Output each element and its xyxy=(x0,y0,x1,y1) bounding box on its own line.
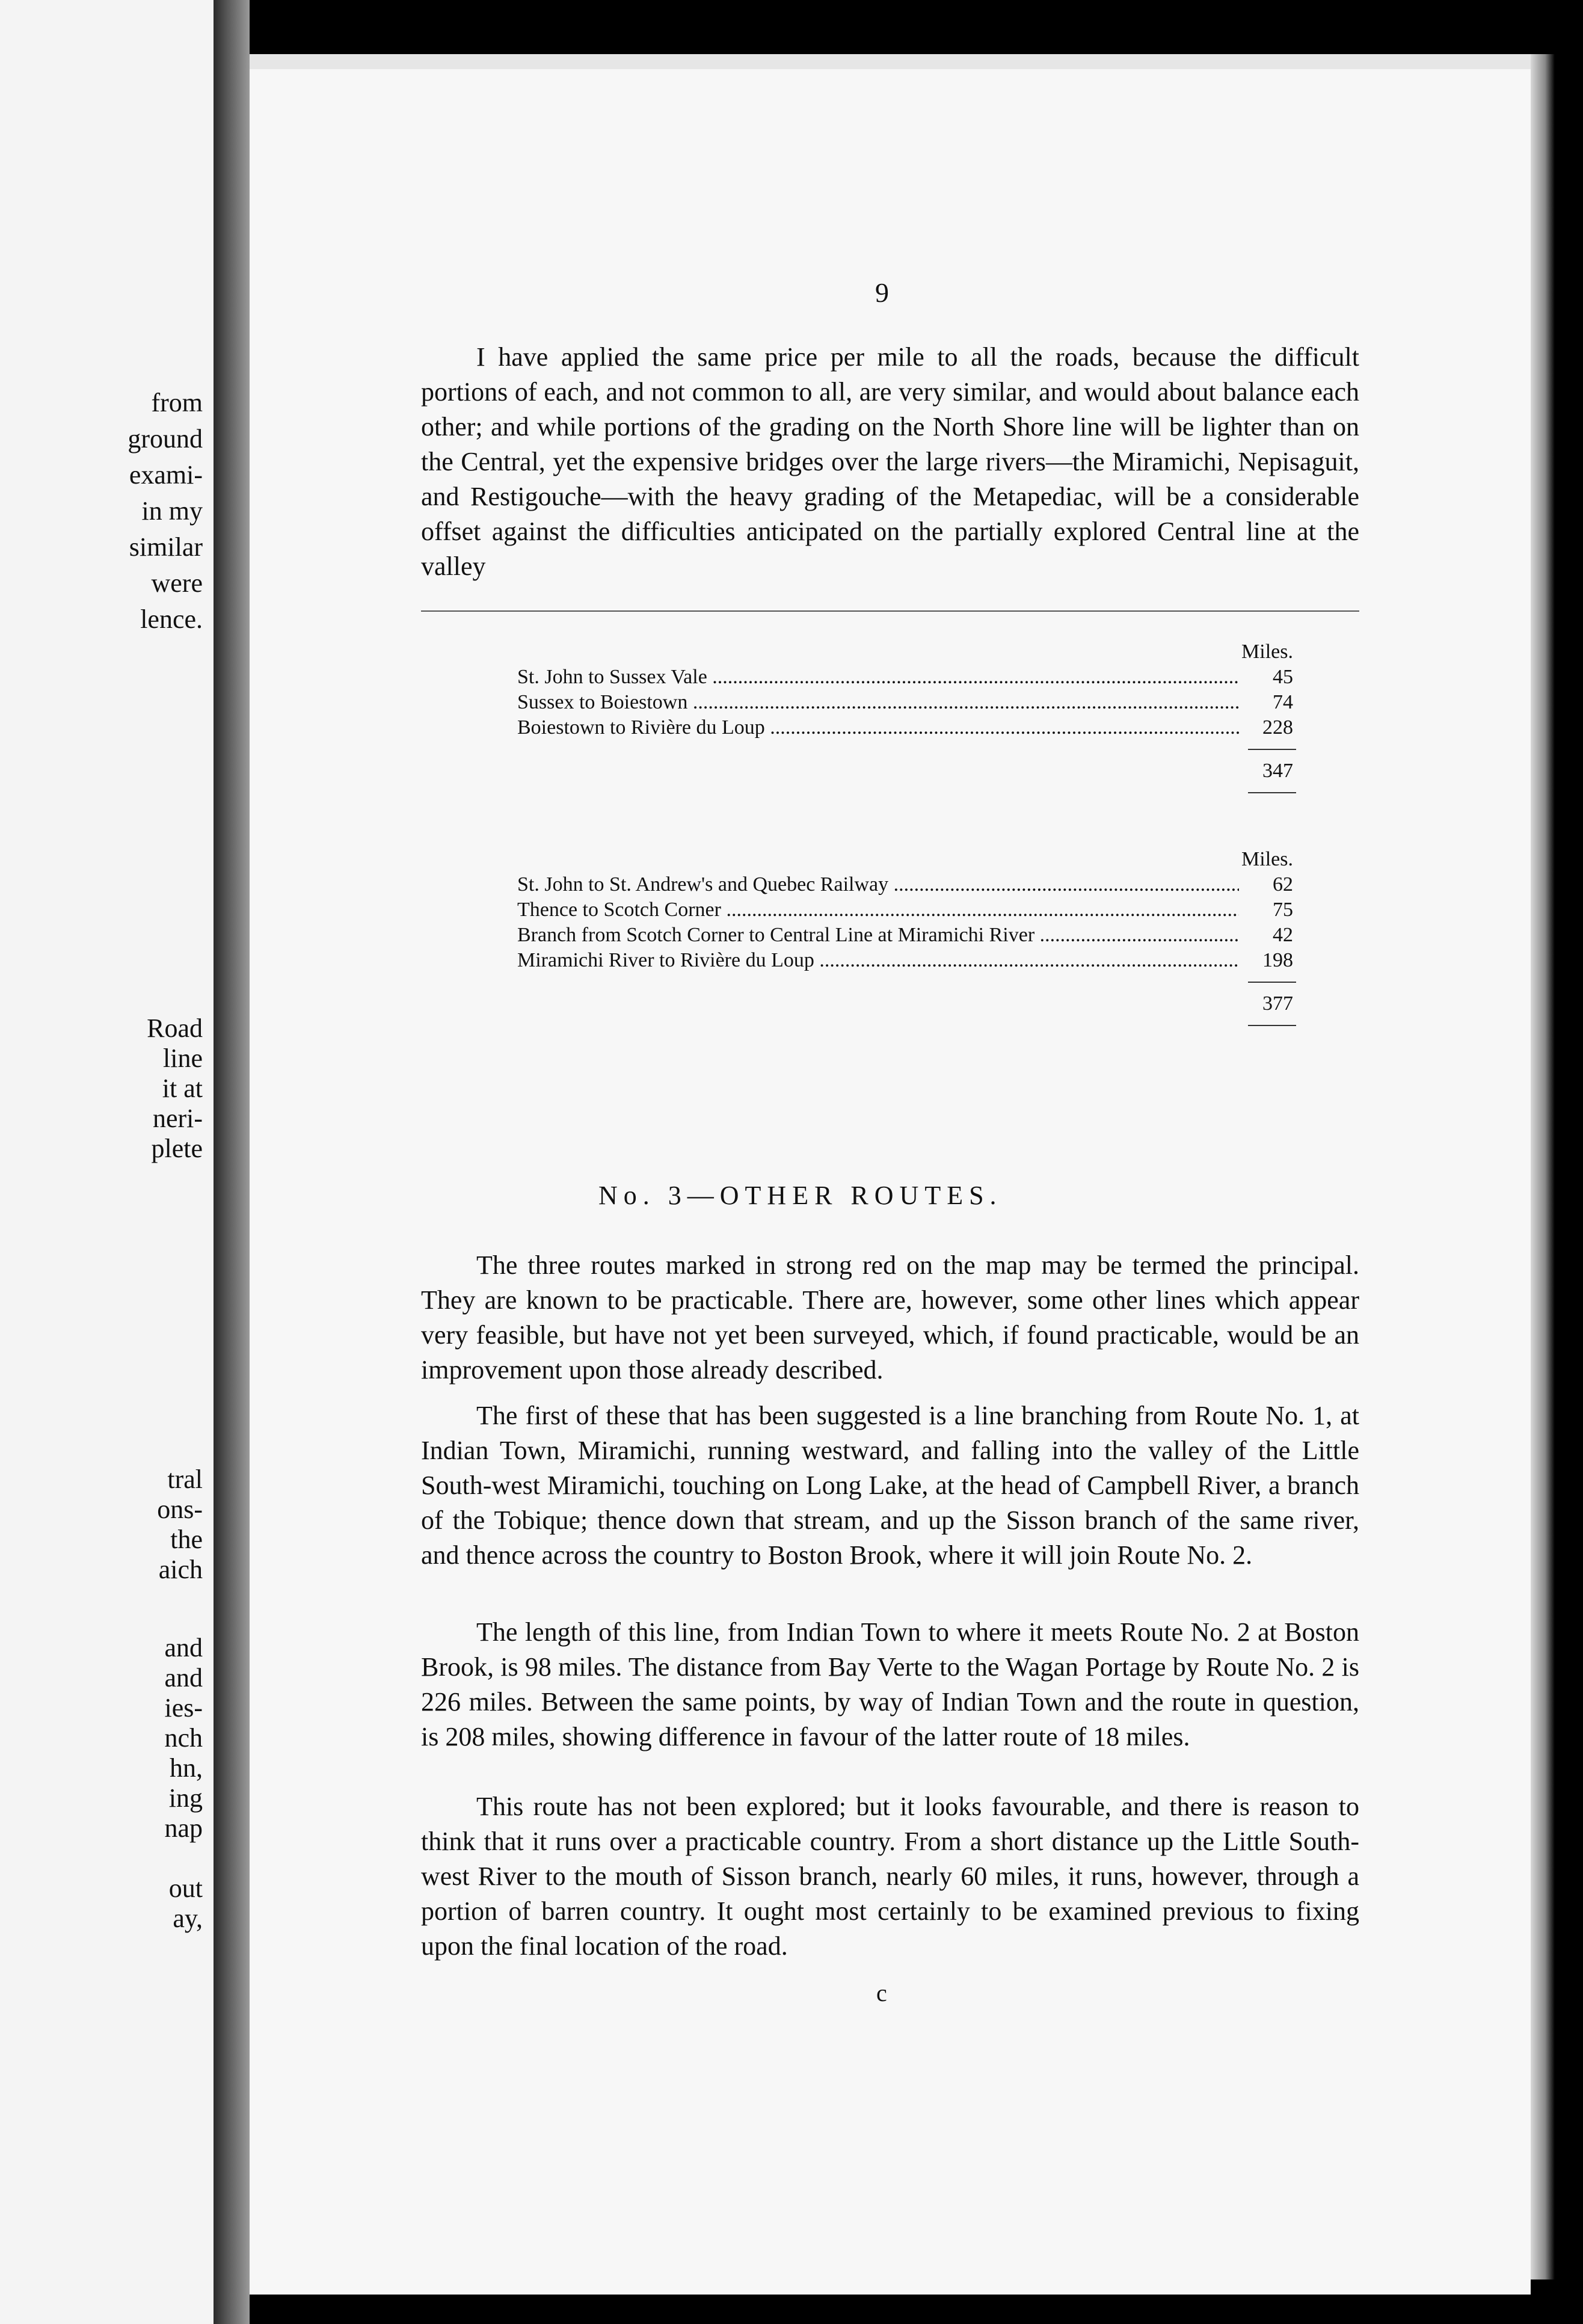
segment-miles: 75 xyxy=(1273,899,1293,921)
left-page-fragment: ons- xyxy=(157,1495,203,1524)
intro-paragraph: I have applied the same price per mile to all the roads, because the difficult portions of each, and not common to all, are very similar, and would about balance each other; and while portions of the grading on the North Shore line will be lighter than on the Central, yet the expensive bridges over the large rivers—the Miramichi, Nepisaguit, and Restigouche—with the heavy grading of the Metapediac, will be a considerable offset against the difficulties anticipated on the partially explored Central line at the valley xyxy=(421,342,1359,581)
table-unit-header: Miles. xyxy=(1241,848,1293,870)
book-gutter xyxy=(214,0,250,2324)
page-edge-shadow xyxy=(1531,54,1555,2279)
sum-rule xyxy=(1248,749,1296,750)
segment-miles: 198 xyxy=(1262,949,1293,971)
route-segment: Branch from Scotch Corner to Central Line at Miramichi River ..... xyxy=(517,923,1239,948)
left-page-fragment: line xyxy=(163,1044,203,1073)
table-row xyxy=(517,715,1293,740)
left-page-fragment: lence. xyxy=(140,604,203,634)
segment-miles: 74 xyxy=(1273,691,1293,713)
paragraph-line-length: The length of this line, from Indian Town to where it meets Route No. 2 at Boston Brook, is 98 miles. The distance from Bay Verte to the Wagan Portage by Route No. 2 is 226 miles. Between the same points, by way of Indian Town and the route in question, is 208 miles, showing difference in favour of the latter route of 18 miles. xyxy=(421,1617,1359,1751)
table-total: 377 xyxy=(1262,992,1293,1015)
route-segment: Boiestown to Rivière du Loup ..... xyxy=(517,715,1239,740)
left-page-fragment: exami- xyxy=(129,460,203,490)
left-page-fragment: and xyxy=(164,1663,203,1692)
left-page-fragment: ground xyxy=(128,424,203,453)
left-page-fragment: from xyxy=(151,388,203,417)
left-page-fragment: similar xyxy=(129,532,203,562)
left-page-fragment: ay, xyxy=(173,1904,203,1933)
segment-miles: 228 xyxy=(1262,716,1293,739)
table-row xyxy=(517,897,1293,923)
left-page-fragment: plete xyxy=(151,1134,203,1163)
left-page-fragment: nch xyxy=(164,1723,203,1753)
section-divider xyxy=(421,610,1359,612)
left-page-fragment: ies- xyxy=(164,1693,203,1723)
route-segment: Miramichi River to Rivière du Loup ..... xyxy=(517,948,1239,973)
table-row xyxy=(517,665,1293,690)
left-page-fragment: hn, xyxy=(170,1753,203,1783)
right-page xyxy=(250,69,1531,2295)
sum-rule xyxy=(1248,792,1296,793)
left-page-fragment: it at xyxy=(162,1074,203,1103)
route-segment: St. John to St. Andrew's and Quebec Railway ..... xyxy=(517,872,1239,897)
route-segment: St. John to Sussex Vale ..... xyxy=(517,665,1239,690)
route-2-distance-table xyxy=(517,847,1296,1034)
sum-rule xyxy=(1248,982,1296,983)
table-total: 347 xyxy=(1262,760,1293,782)
page-number: 9 xyxy=(875,277,889,308)
table-unit-header: Miles. xyxy=(1241,641,1293,663)
sum-rule xyxy=(1248,1025,1296,1026)
left-page-fragment: were xyxy=(151,568,203,598)
paragraph-principal-routes: The three routes marked in strong red on the map may be termed the principal. They are known to be practicable. There are, however, some other lines which appear very feasible, but have not yet been surveyed, which, if found practicable, would be an improvement upon those already described. xyxy=(421,1250,1359,1385)
segment-miles: 45 xyxy=(1273,666,1293,688)
signature-mark: c xyxy=(876,1979,887,2006)
route-segment: Sussex to Boiestown ..... xyxy=(517,690,1239,715)
paragraph-unexplored-route: This route has not been explored; but it looks favourable, and there is reason to think that it runs over a practicable country. From a short distance up the Little South-west River to the mouth of Sisson branch, nearly 60 miles, it runs, however, through a portion of barren country. It ought most certainly to be examined previous to fixing upon the final location of the road. xyxy=(421,1792,1359,1961)
left-page-fragment: in my xyxy=(141,496,203,526)
section-heading: No. 3—OTHER ROUTES. xyxy=(598,1181,1003,1210)
table-row xyxy=(517,948,1293,973)
page-top-edge xyxy=(250,54,1543,69)
left-page-fragment: ing xyxy=(168,1783,203,1813)
left-page-fragment: out xyxy=(168,1874,203,1903)
paragraph-first-alternative: The first of these that has been suggested is a line branching from Route No. 1, at Indian Town, Miramichi, running westward, and falling into the valley of the Little South-west Miramichi, touching on Long Lake, at the head of Campbell River, a branch of the Tobique; thence down that stream, and up the Sisson branch of the same river, and thence across the country to Boston Brook, where it will join Route No. 2. xyxy=(421,1401,1359,1570)
left-facing-page xyxy=(0,0,214,2324)
route-1-distance-table xyxy=(517,639,1296,802)
segment-miles: 62 xyxy=(1273,873,1293,896)
left-page-fragment: the xyxy=(170,1525,203,1554)
segment-miles: 42 xyxy=(1273,924,1293,946)
route-segment: Thence to Scotch Corner ..... xyxy=(517,897,1239,923)
left-page-fragment: tral xyxy=(167,1465,203,1494)
left-page-fragment: and xyxy=(164,1633,203,1662)
left-page-fragment: aich xyxy=(158,1555,203,1584)
table-row xyxy=(517,923,1293,948)
left-page-fragment: neri- xyxy=(152,1104,203,1133)
table-row xyxy=(517,872,1293,897)
table-row xyxy=(517,690,1293,715)
left-page-fragment: Road xyxy=(147,1013,203,1043)
left-page-fragment: nap xyxy=(164,1813,203,1843)
